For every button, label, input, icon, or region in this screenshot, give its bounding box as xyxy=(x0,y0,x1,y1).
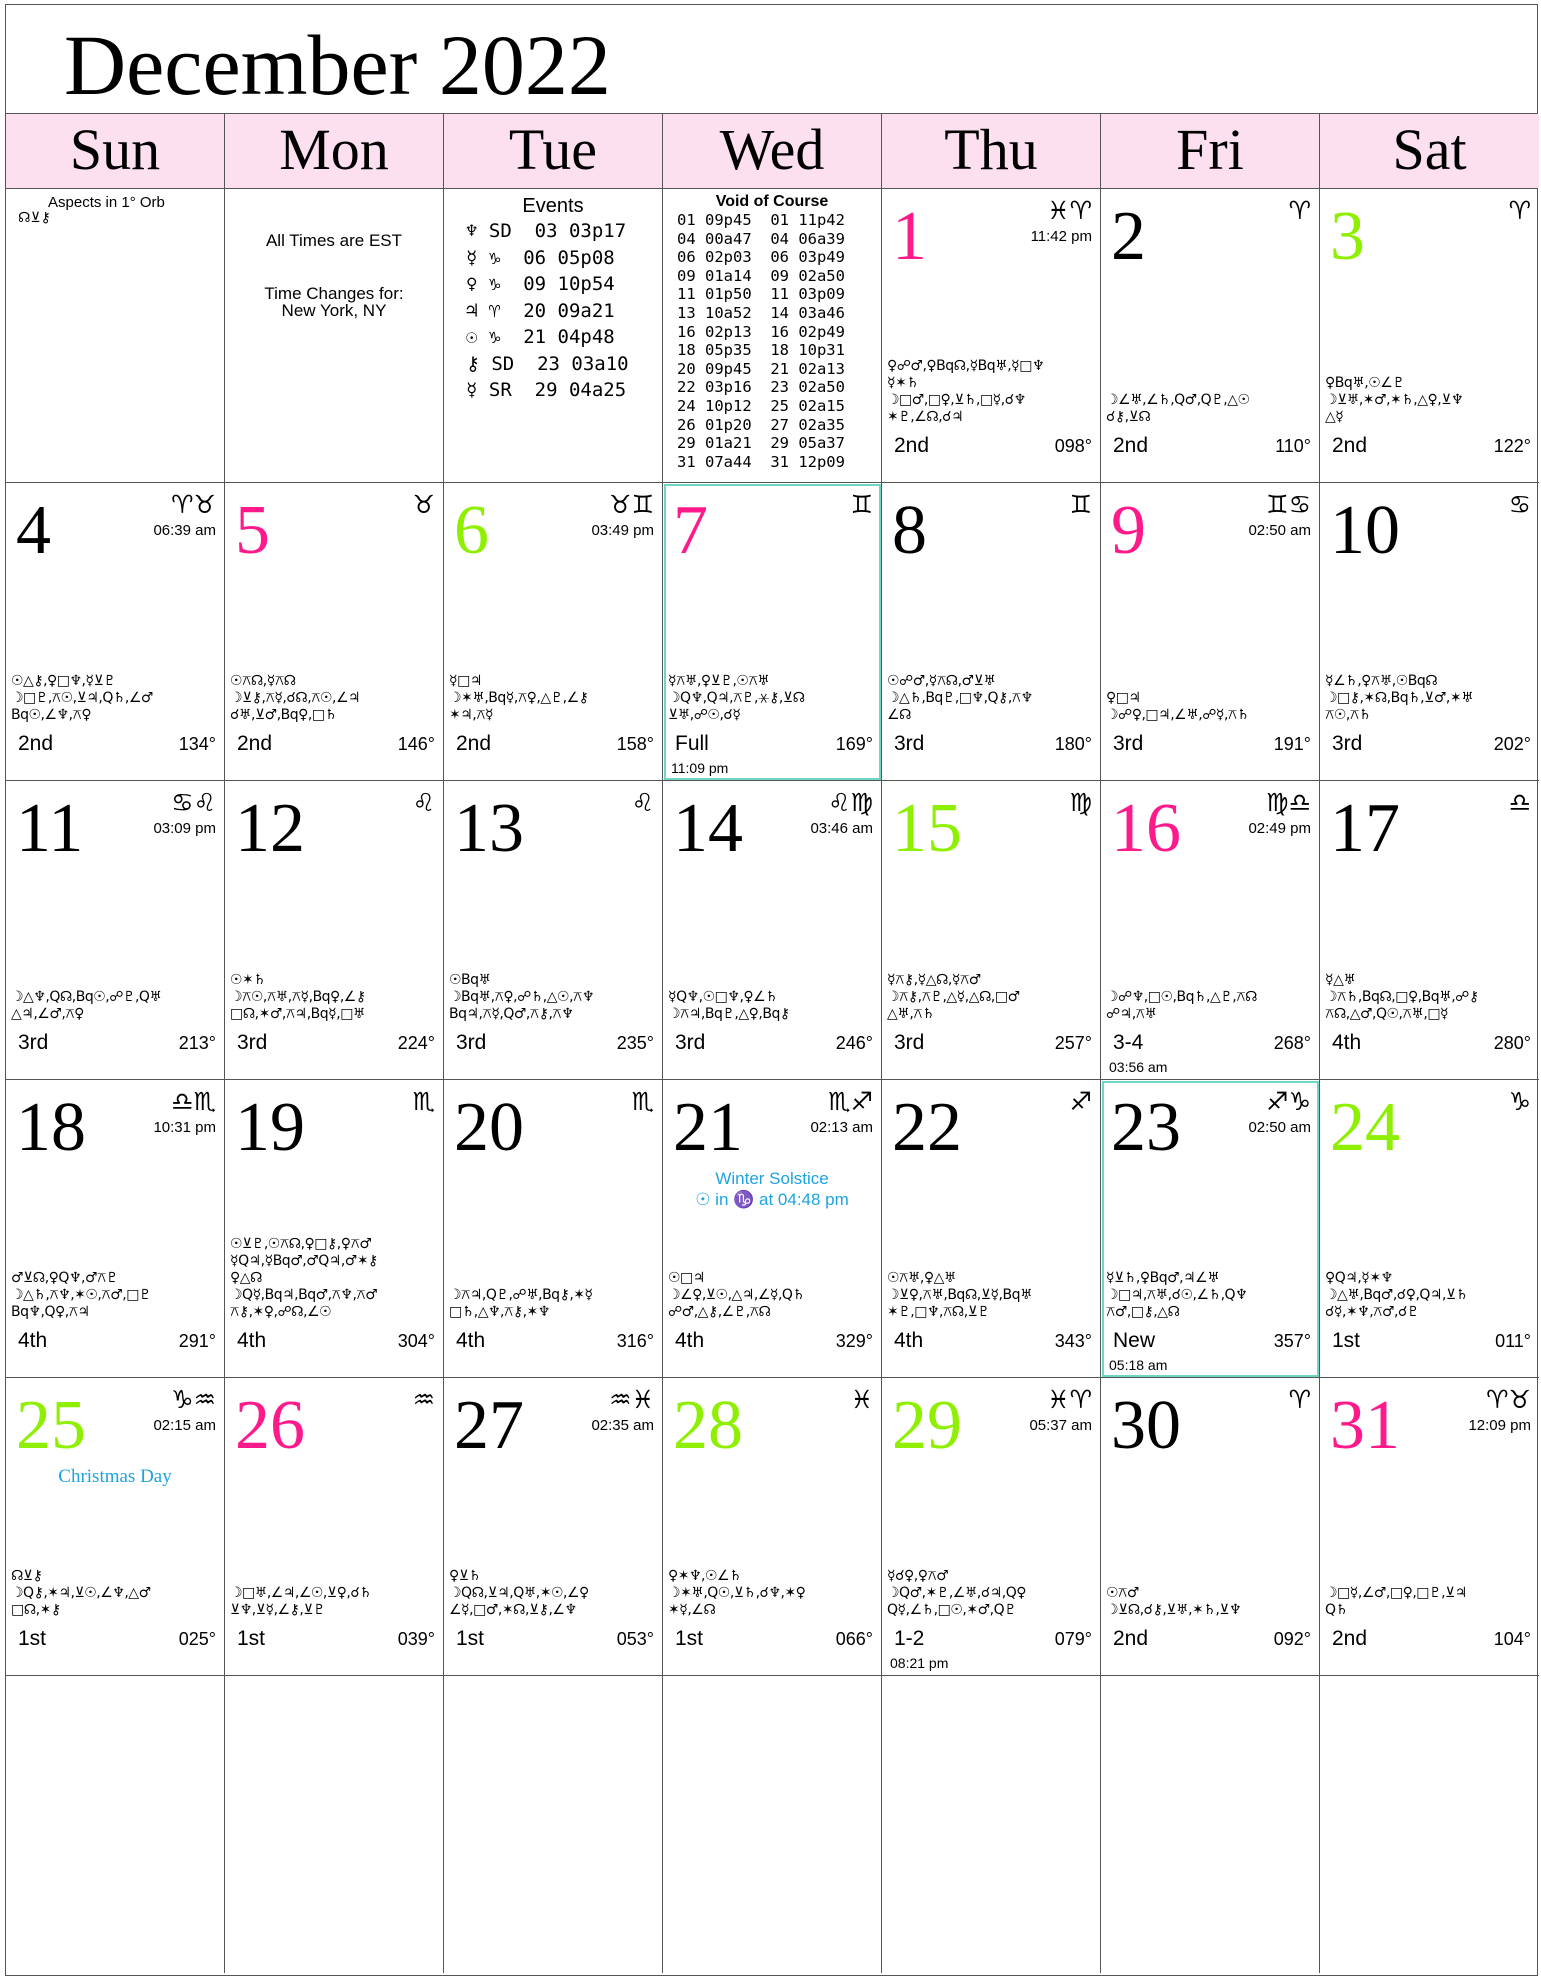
day-number: 25 xyxy=(16,1387,86,1464)
moon-phase: 1st xyxy=(237,1627,266,1650)
aspect-list: ♀Bq♅,☉∠♇ ☽⊻♅,✶♂,✶♄,△♀,⊻♆ △☿ xyxy=(1325,375,1464,425)
aspect-list: ☿⚻⚷,☿△☊,☿⚻♂ ☽⚻⚷,⚻♇,△☿,△☊,□♂ △♅,⚻♄ xyxy=(887,972,1020,1022)
moon-sign: ♓♈ xyxy=(1047,1385,1092,1414)
ingress-time: 03:46 am xyxy=(810,820,873,837)
moon-phase: 3rd xyxy=(894,732,925,755)
moon-sign: ♋♌ xyxy=(171,788,216,817)
aspect-list: ♀Q♃,☿✶♆ ☽△♅,Bq♂,☌♀,Q♃,⊻♄ ☌☿,✶♆,⚻♂,☌♇ xyxy=(1325,1270,1468,1320)
moon-sign: ♋ xyxy=(1508,490,1531,519)
calendar-title: December 2022 xyxy=(64,17,611,113)
empty-cell xyxy=(1101,1676,1320,1973)
moon-phase: 4th xyxy=(894,1329,924,1352)
moon-sign: ♉ xyxy=(412,490,435,519)
day-cell-31 xyxy=(1320,1378,1539,1676)
day-number: 30 xyxy=(1111,1387,1181,1464)
day-number: 12 xyxy=(235,790,305,867)
moon-phase: 2nd xyxy=(894,434,930,457)
day-number: 24 xyxy=(1330,1089,1400,1166)
day-cell-24 xyxy=(1320,1080,1539,1378)
weekday-header xyxy=(6,113,1537,189)
ingress-time: 02:15 am xyxy=(153,1417,216,1434)
day-cell-16 xyxy=(1101,781,1320,1080)
phase-time: 08:21 pm xyxy=(890,1655,949,1671)
moon-degree: 235° xyxy=(616,1033,654,1053)
ingress-time: 02:50 am xyxy=(1248,522,1311,539)
moon-degree: 098° xyxy=(1054,436,1092,456)
aspect-list: ☿Q♆,☉□♆,♀∠♄ ☽⚻♃,Bq♇,△♀,Bq⚷ xyxy=(668,989,790,1022)
day-number: 2 xyxy=(1111,198,1146,275)
moon-degree: 191° xyxy=(1273,734,1311,754)
aspect-list: ☿∠♄,♀⚻♅,☉Bq☊ ☽□⚷,✶☊,Bq♄,⊻♂,✶♅ ⚻☉,⚻♄ xyxy=(1325,673,1474,723)
day-number: 19 xyxy=(235,1089,305,1166)
moon-phase: 4th xyxy=(675,1329,705,1352)
day-number: 4 xyxy=(16,492,51,569)
moon-degree: 104° xyxy=(1493,1629,1531,1649)
day-number: 5 xyxy=(235,492,270,569)
moon-degree: 066° xyxy=(835,1629,873,1649)
day-number: 13 xyxy=(454,790,524,867)
aspect-list: ☉⚻♅,♀△♅ ☽⊻♀,⚻♅,Bq☊,⊻☿,Bq♅ ✶♇,□♆,⚻☊,⊻♇ xyxy=(887,1270,1033,1320)
weekday-tue: Tue xyxy=(444,114,663,188)
day-cell-7 xyxy=(663,483,882,781)
moon-phase: 3rd xyxy=(1113,732,1144,755)
moon-sign: ♈ xyxy=(1288,196,1311,225)
moon-phase: 2nd xyxy=(18,732,54,755)
day-cell-5 xyxy=(225,483,444,781)
day-cell-28 xyxy=(663,1378,882,1676)
day-cell-14 xyxy=(663,781,882,1080)
moon-degree: 122° xyxy=(1493,436,1531,456)
moon-degree: 169° xyxy=(835,734,873,754)
moon-sign: ♈♉ xyxy=(171,490,216,519)
day-cell-1 xyxy=(882,189,1101,483)
aspects-orb-line: ☊⊻⚷ xyxy=(18,210,51,226)
aspect-list: ☿□♃ ☽✶♅,Bq☿,⚻♀,△♇,∠⚷ ✶♃,⚻☿ xyxy=(449,673,589,723)
events-list: ♆ SD 03 03p17 ☿ ♑ 06 05p08 ♀ ♑ 09 10p54 ♃ ♈ 20 09a21 ☉ ♑ 21 04p48 ⚷ SD 23 03a10 ☿ SR 29 04a25 xyxy=(466,220,629,401)
moon-sign: ♓♈ xyxy=(1047,196,1092,225)
empty-cell xyxy=(225,1676,444,1973)
moon-degree: 316° xyxy=(616,1331,654,1351)
empty-cell xyxy=(444,1676,663,1973)
ingress-time: 11:42 pm xyxy=(1030,228,1092,245)
day-cell-20 xyxy=(444,1080,663,1378)
day-cell-29 xyxy=(882,1378,1101,1676)
info-cell-times xyxy=(225,189,444,483)
moon-degree: 304° xyxy=(397,1331,435,1351)
ingress-time: 05:37 am xyxy=(1029,1417,1092,1434)
moon-degree: 213° xyxy=(178,1033,216,1053)
moon-phase: 2nd xyxy=(1332,434,1368,457)
day-cell-18 xyxy=(6,1080,225,1378)
phase-time: 05:18 am xyxy=(1109,1357,1168,1373)
moon-sign: ♊♋ xyxy=(1266,490,1311,519)
day-number: 26 xyxy=(235,1387,305,1464)
aspect-list: ♀□♃ ☽☍♀,□♃,∠♅,☍☿,⚻♄ xyxy=(1106,690,1249,723)
day-note: Christmas Day xyxy=(58,1466,172,1487)
weekday-fri: Fri xyxy=(1101,114,1320,188)
day-cell-25 xyxy=(6,1378,225,1676)
ingress-time: 02:13 am xyxy=(810,1119,873,1136)
moon-degree: 246° xyxy=(835,1033,873,1053)
aspect-list: ☽□☿,∠♂,□♀,□♇,⊻♃ Q♄ xyxy=(1325,1585,1467,1618)
aspect-list: ☿☌♀,♀⚻♂ ☽Q♂,✶♇,∠♅,☌♃,Q♀ Q☿,∠♄,□☉,✶♂,Q♇ xyxy=(887,1568,1027,1618)
events-cell xyxy=(444,189,663,483)
ingress-time: 06:39 am xyxy=(153,522,216,539)
day-number: 23 xyxy=(1111,1089,1181,1166)
moon-phase: New xyxy=(1113,1329,1156,1352)
day-number: 20 xyxy=(454,1089,524,1166)
moon-sign: ♏ xyxy=(412,1087,435,1116)
moon-phase: 4th xyxy=(456,1329,486,1352)
moon-degree: 268° xyxy=(1273,1033,1311,1053)
moon-phase: 1-2 xyxy=(894,1627,925,1650)
moon-sign: ♌♍ xyxy=(828,788,873,817)
aspect-list: ☉⊻♇,☉⚻☊,♀□⚷,♀⚻♂ ☿Q♃,☿Bq♂,♂Q♃,♂✶⚷ ♀△☊ ☽Q☿,Bq♃,Bq♂,⚻♆,⚻♂ ⚻⚷,✶♀,☍☊,∠☉ xyxy=(230,1236,378,1320)
empty-cell xyxy=(1320,1676,1539,1973)
moon-sign: ♍ xyxy=(1069,788,1092,817)
aspect-list: ☽☍♆,□☉,Bq♄,△♇,⚻☊ ☍♃,⚻♅ xyxy=(1106,989,1257,1022)
moon-sign: ♒ xyxy=(412,1385,435,1414)
aspect-list: ☊⊻⚷ ☽Q⚷,✶♃,⊻☉,∠♆,△♂ □☊,✶⚷ xyxy=(11,1568,151,1618)
aspect-list: ☿⊻♄,♀Bq♂,♃∠♅ ☽□♃,⚻♅,☌☉,∠♄,Q♆ ⚻♂,□⚷,△☊ xyxy=(1106,1270,1248,1320)
moon-phase: 3rd xyxy=(18,1031,49,1054)
day-number: 22 xyxy=(892,1089,962,1166)
day-cell-8 xyxy=(882,483,1101,781)
moon-degree: 092° xyxy=(1273,1629,1311,1649)
moon-degree: 291° xyxy=(178,1331,216,1351)
ingress-time: 03:09 pm xyxy=(153,820,216,837)
day-number: 18 xyxy=(16,1089,86,1166)
aspect-list: ☉✶♄ ☽⚻☉,⚻♅,⚻☿,Bq♀,∠⚷ □☊,✶♂,⚻♃,Bq☿,□♅ xyxy=(230,972,366,1022)
moon-degree: 011° xyxy=(1495,1331,1531,1351)
moon-phase: 3rd xyxy=(1332,732,1363,755)
aspect-list: ♀✶♆,☉∠♄ ☽✶♅,Q☉,⊻♄,☌♆,✶♀ ✶☿,∠☊ xyxy=(668,1568,806,1618)
day-cell-4 xyxy=(6,483,225,781)
day-number: 3 xyxy=(1330,198,1365,275)
day-cell-12 xyxy=(225,781,444,1080)
moon-degree: 079° xyxy=(1054,1629,1092,1649)
moon-phase: 2nd xyxy=(1113,434,1149,457)
moon-phase: 1st xyxy=(675,1627,704,1650)
moon-phase: 3rd xyxy=(456,1031,487,1054)
day-cell-10 xyxy=(1320,483,1539,781)
day-cell-19 xyxy=(225,1080,444,1378)
moon-sign: ♌ xyxy=(412,788,435,817)
aspect-list: ☽∠♅,∠♄,Q♂,Q♇,△☉ ☌⚷,⊻☊ xyxy=(1106,392,1250,425)
phase-time: 11:09 pm xyxy=(671,760,729,776)
moon-sign: ♈ xyxy=(1288,1385,1311,1414)
aspect-list: ☉☍♂,☿⚻☊,♂⊻♅ ☽△♄,Bq♇,□♆,Q⚷,⚻♆ ∠☊ xyxy=(887,673,1033,723)
ingress-time: 02:49 pm xyxy=(1248,820,1311,837)
ingress-time: 12:09 pm xyxy=(1468,1417,1531,1434)
day-note: ☉ in ♑ at 04:48 pm xyxy=(695,1190,849,1209)
day-cell-17 xyxy=(1320,781,1539,1080)
moon-sign: ♎♏ xyxy=(171,1087,216,1116)
day-cell-3 xyxy=(1320,189,1539,483)
aspect-list: ♂⊻☊,♀Q♆,♂⚻♇ ☽△♄,⚻♆,✶☉,⚻♂,□♇ Bq♆,Q♀,⚻♃ xyxy=(11,1270,151,1320)
day-note: Winter Solstice xyxy=(715,1169,829,1188)
aspect-list: ☿⚻♅,♀⊻♇,☉⚻♅ ☽Q♆,Q♃,⚻♇,⚹⚷,⊻☊ ⊻♅,☍☉,☌☿ xyxy=(668,673,805,723)
moon-sign: ♈♉ xyxy=(1486,1385,1531,1414)
moon-phase: 2nd xyxy=(1332,1627,1368,1650)
moon-phase: 3rd xyxy=(237,1031,268,1054)
moon-sign: ♐♑ xyxy=(1266,1087,1311,1116)
ingress-time: 10:31 pm xyxy=(153,1119,216,1136)
moon-sign: ♎ xyxy=(1508,788,1531,817)
day-number: 7 xyxy=(673,492,708,569)
day-number: 16 xyxy=(1111,790,1181,867)
day-cell-11 xyxy=(6,781,225,1080)
void-of-course-cell xyxy=(663,189,882,483)
ingress-time: 02:50 am xyxy=(1248,1119,1311,1136)
aspect-list: ☿△♅ ☽⚻♄,Bq☊,□♀,Bq♅,☍⚷ ⚻☊,△♂,Q☉,⚻♅,□☿ xyxy=(1325,972,1479,1022)
day-number: 8 xyxy=(892,492,927,569)
ingress-time: 02:35 am xyxy=(591,1417,654,1434)
aspects-orb-label: Aspects in 1° Orb xyxy=(48,194,165,211)
day-number: 9 xyxy=(1111,492,1146,569)
moon-sign: ♓ xyxy=(850,1385,873,1414)
moon-degree: 110° xyxy=(1275,436,1311,456)
day-number: 1 xyxy=(892,198,927,275)
time-changes-city: New York, NY xyxy=(281,301,387,320)
day-cell-13 xyxy=(444,781,663,1080)
day-cell-9 xyxy=(1101,483,1320,781)
weekday-wed: Wed xyxy=(663,114,882,188)
day-cell-6 xyxy=(444,483,663,781)
moon-degree: 280° xyxy=(1493,1033,1531,1053)
day-number: 14 xyxy=(673,790,743,867)
day-cell-22 xyxy=(882,1080,1101,1378)
weekday-sat: Sat xyxy=(1320,114,1539,188)
info-cell-aspects xyxy=(6,189,225,483)
day-cell-27 xyxy=(444,1378,663,1676)
day-cell-30 xyxy=(1101,1378,1320,1676)
weekday-thu: Thu xyxy=(882,114,1101,188)
moon-phase: 4th xyxy=(237,1329,267,1352)
day-number: 6 xyxy=(454,492,489,569)
aspect-list: ☉⚻♂ ☽⊻☊,☌⚷,⊻♅,✶♄,⊻♆ xyxy=(1106,1585,1242,1618)
day-number: 15 xyxy=(892,790,962,867)
moon-sign: ♉♊ xyxy=(609,490,654,519)
moon-degree: 134° xyxy=(178,734,216,754)
day-number: 28 xyxy=(673,1387,743,1464)
moon-sign: ♑♒ xyxy=(171,1385,216,1414)
empty-cell xyxy=(882,1676,1101,1973)
moon-degree: 158° xyxy=(616,734,654,754)
moon-phase: 2nd xyxy=(456,732,492,755)
moon-phase: 4th xyxy=(1332,1031,1362,1054)
calendar xyxy=(5,4,1538,1976)
day-cell-26 xyxy=(225,1378,444,1676)
day-cell-15 xyxy=(882,781,1101,1080)
moon-sign: ♊ xyxy=(1069,490,1092,519)
aspect-list: ☽⚻♃,Q♇,☍♅,Bq⚷,✶☿ □♄,△♆,⚻⚷,✶♆ xyxy=(449,1287,593,1320)
moon-degree: 202° xyxy=(1493,734,1531,754)
moon-degree: 146° xyxy=(397,734,435,754)
moon-degree: 257° xyxy=(1054,1033,1092,1053)
moon-phase: 1st xyxy=(1332,1329,1361,1352)
moon-degree: 224° xyxy=(397,1033,435,1053)
moon-sign: ♏♐ xyxy=(828,1087,873,1116)
empty-cell xyxy=(6,1676,225,1973)
void-of-course-list: 01 09p45 01 11p42 04 00a47 04 06a39 06 02p03 06 03p49 09 01a14 09 02a50 11 01p50 11 03p09 13 10a52 14 03a46 16 02p13 16 02p49 18 05p35 18 10p31 20 09p45 21 02a13 22 03p16 23 02a50 24 10p12 25 02a15 26 01p20 27 02a35 29 01a21 29 05a37 31 07a44 31 12p09 xyxy=(677,211,845,471)
time-changes-label: Time Changes for: xyxy=(264,284,404,303)
empty-cell xyxy=(663,1676,882,1973)
times-note: All Times are EST xyxy=(265,231,403,250)
moon-phase: 3-4 xyxy=(1113,1031,1144,1054)
day-number: 10 xyxy=(1330,492,1400,569)
aspect-list: ☽△♆,Q☊,Bq☉,☍♇,Q♅ △♃,∠♂,⚻♀ xyxy=(11,989,162,1022)
moon-sign: ♒♓ xyxy=(609,1385,654,1414)
day-number: 29 xyxy=(892,1387,962,1464)
aspect-list: ☉⚻☊,☿⚻☊ ☽⊻⚷,⚻☿,☌☊,⚻☉,∠♃ ☌♅,⊻♂,Bq♀,□♄ xyxy=(230,673,361,723)
day-number: 27 xyxy=(454,1387,524,1464)
day-cell-21 xyxy=(663,1080,882,1378)
moon-phase: 4th xyxy=(18,1329,48,1352)
day-cell-2 xyxy=(1101,189,1320,483)
aspect-list: ♀☍♂,♀Bq☊,☿Bq♅,☿□♆ ☿✶♄ ☽□♂,□♀,⊻♄,□☿,☌♆ ✶♇,∠☊,☌♃ xyxy=(887,358,1045,425)
moon-sign: ♑ xyxy=(1508,1087,1531,1116)
moon-sign: ♊ xyxy=(850,490,873,519)
moon-phase: 1st xyxy=(18,1627,47,1650)
moon-degree: 329° xyxy=(835,1331,873,1351)
moon-degree: 343° xyxy=(1054,1331,1092,1351)
day-number: 21 xyxy=(673,1089,743,1166)
moon-phase: Full xyxy=(675,732,709,755)
moon-sign: ♌ xyxy=(631,788,654,817)
moon-sign: ♏ xyxy=(631,1087,654,1116)
day-cell-23 xyxy=(1101,1080,1320,1378)
aspect-list: ♀⊻♄ ☽Q☊,⊻♃,Q♅,✶☉,∠♀ ∠☿,□♂,✶☊,⊻⚷,∠♆ xyxy=(449,1568,589,1618)
moon-phase: 3rd xyxy=(675,1031,706,1054)
moon-degree: 039° xyxy=(397,1629,435,1649)
day-number: 17 xyxy=(1330,790,1400,867)
events-title: Events xyxy=(522,195,584,217)
moon-phase: 2nd xyxy=(1113,1627,1149,1650)
day-number: 11 xyxy=(16,790,84,867)
moon-phase: 3rd xyxy=(894,1031,925,1054)
aspect-list: ☽□♅,∠♃,∠☉,⊻♀,☌♄ ⊻♆,⊻☿,∠⚷,⊻♇ xyxy=(230,1585,372,1618)
aspect-list: ☉□♃ ☽∠♀,⊻☉,△♃,∠☿,Q♄ ☍♂,△⚷,∠♇,⚻☊ xyxy=(668,1270,805,1320)
weekday-sun: Sun xyxy=(6,114,225,188)
moon-degree: 357° xyxy=(1273,1331,1311,1351)
phase-time: 03:56 am xyxy=(1109,1059,1168,1075)
void-of-course-title: Void of Course xyxy=(715,193,829,210)
moon-phase: 2nd xyxy=(237,732,273,755)
moon-degree: 025° xyxy=(178,1629,216,1649)
moon-degree: 180° xyxy=(1054,734,1092,754)
aspect-list: ☉Bq♅ ☽Bq♅,⚻♀,☍♄,△☉,⚻♆ Bq♃,⚻☿,Q♂,⚻⚷,⚻♆ xyxy=(449,972,594,1022)
moon-degree: 053° xyxy=(616,1629,654,1649)
moon-sign: ♐ xyxy=(1069,1087,1092,1116)
weekday-mon: Mon xyxy=(225,114,444,188)
moon-phase: 1st xyxy=(456,1627,485,1650)
aspect-list: ☉△⚷,♀□♆,☿⊻♇ ☽□♇,⚻☉,⊻♃,Q♄,∠♂ Bq☉,∠♆,⚻♀ xyxy=(11,673,153,723)
moon-sign: ♍♎ xyxy=(1266,788,1311,817)
ingress-time: 03:49 pm xyxy=(591,522,654,539)
moon-sign: ♈ xyxy=(1508,196,1531,225)
day-number: 31 xyxy=(1330,1387,1400,1464)
